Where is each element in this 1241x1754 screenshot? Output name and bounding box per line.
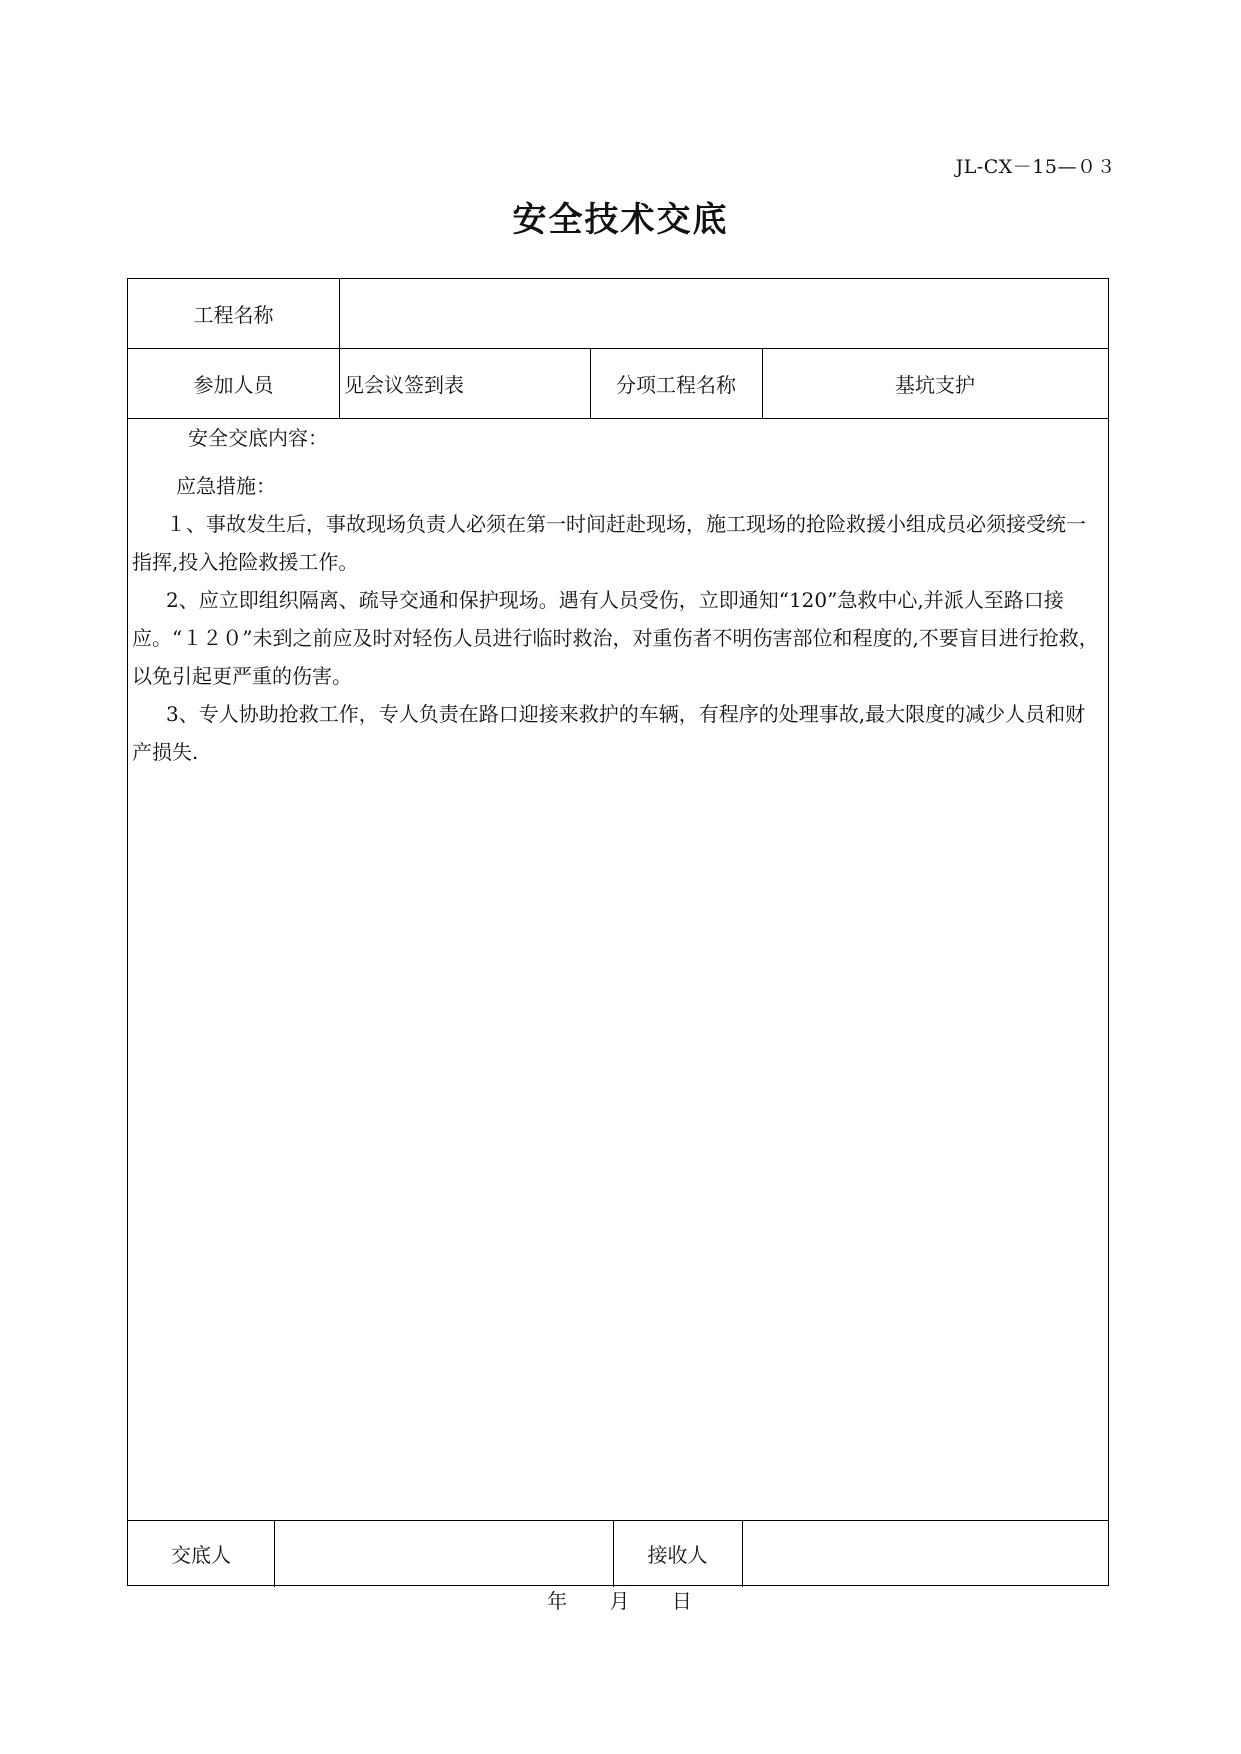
project-name-label: 工程名称 <box>193 303 274 327</box>
date-month: 月 <box>609 1589 632 1613</box>
receiver-label: 接收人 <box>647 1543 708 1567</box>
disclosure-content[interactable] <box>132 419 1104 771</box>
date-day: 日 <box>671 1589 694 1613</box>
document-title: 安全技术交底 <box>512 200 729 240</box>
participants-label: 参加人员 <box>193 372 274 397</box>
document-code: JL-CX－15—０３ <box>955 156 1116 178</box>
project-name-field[interactable] <box>344 279 1104 348</box>
discloser-field[interactable] <box>279 1520 609 1587</box>
date-year: 年 <box>547 1589 570 1613</box>
subproject-field[interactable]: 基坑支护 <box>895 372 975 397</box>
content-paragraph: 2、应立即组织隔离、疏导交通和保护现场。遇有人员受伤，立即通知“120”急救中心,并派人至路口接应。“１２０”未到之前应及时对轻伤人员进行临时救治，对重伤者不明伤害部位和程度的,不要盲目进行抢救，以免引起更严重的伤害。 <box>132 588 1099 688</box>
date-line <box>0 1585 1241 1614</box>
column-divider <box>339 279 340 418</box>
disclosure-form <box>127 278 1109 1586</box>
column-divider <box>274 1520 275 1587</box>
content-paragraph: １、事故发生后，事故现场负责人必须在第一时间赶赴现场，施工现场的抢险救援小组成员必须接受统一指挥,投入抢险救援工作。 <box>132 512 1086 574</box>
content-heading: 安全交底内容： <box>188 426 328 450</box>
content-subheading: 应急措施： <box>176 474 276 498</box>
receiver-field[interactable] <box>747 1520 1105 1587</box>
column-divider <box>742 1520 743 1587</box>
subproject-label: 分项工程名称 <box>616 372 736 397</box>
discloser-label: 交底人 <box>171 1543 231 1567</box>
content-paragraph: 3、专人协助抢救工作，专人负责在路口迎接来救护的车辆，有程序的处理事故,最大限度的减少人员和财产损失. <box>132 702 1086 764</box>
participants-field[interactable]: 见会议签到表 <box>344 372 464 397</box>
